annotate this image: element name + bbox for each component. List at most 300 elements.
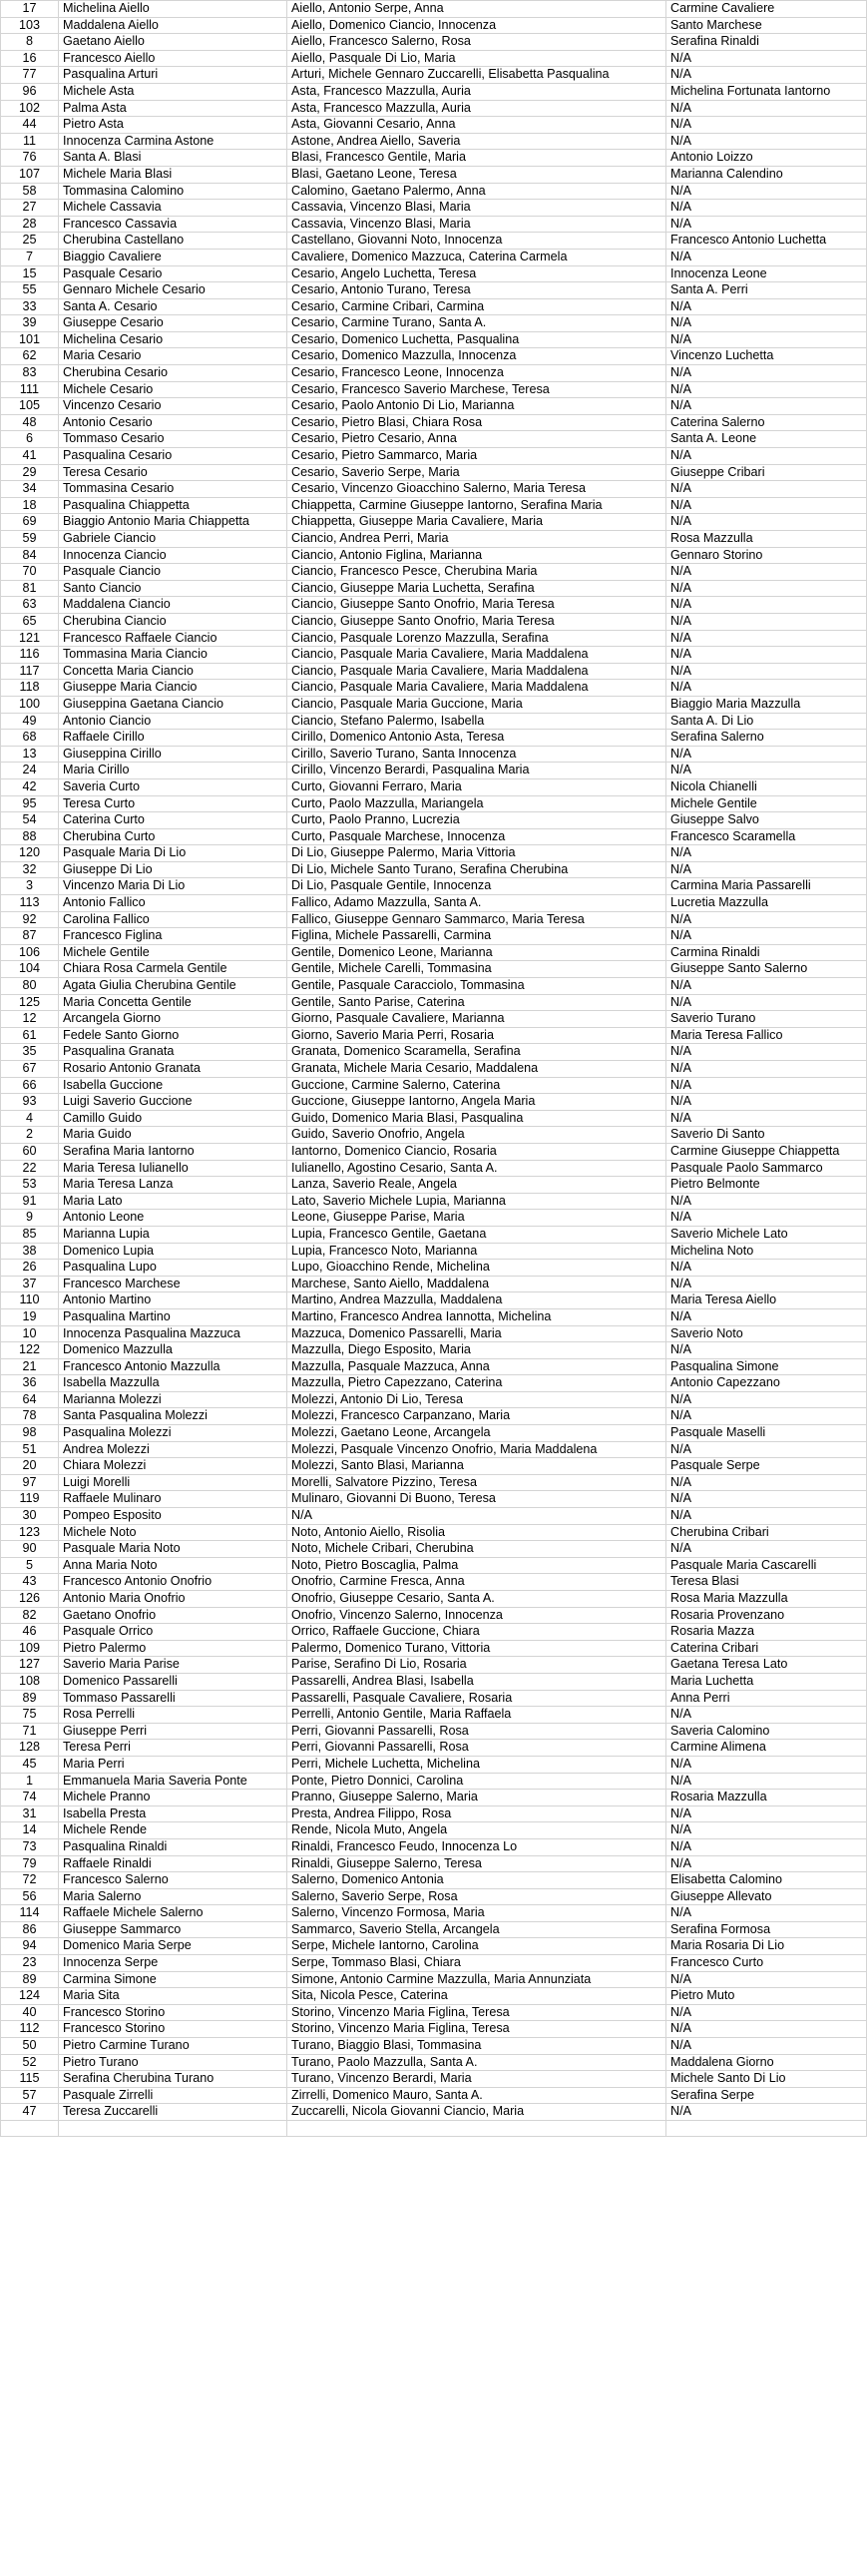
spouse-cell[interactable]: N/A: [666, 746, 867, 763]
person-name-cell[interactable]: Giuseppina Cirillo: [59, 746, 287, 763]
record-id-cell[interactable]: 48: [1, 414, 59, 431]
person-name-cell[interactable]: Arcangela Giorno: [59, 1011, 287, 1028]
spouse-cell[interactable]: Maria Teresa Fallico: [666, 1027, 867, 1044]
record-id-cell[interactable]: 57: [1, 2087, 59, 2104]
record-id-cell[interactable]: 52: [1, 2054, 59, 2071]
person-name-cell[interactable]: Biaggio Antonio Maria Chiappetta: [59, 514, 287, 531]
parents-cell[interactable]: Rende, Nicola Muto, Angela: [287, 1822, 666, 1839]
person-name-cell[interactable]: Chiara Rosa Carmela Gentile: [59, 961, 287, 978]
record-id-cell[interactable]: 54: [1, 812, 59, 829]
parents-cell[interactable]: Ciancio, Pasquale Maria Cavaliere, Maria Maddalena: [287, 663, 666, 680]
record-id-cell[interactable]: 94: [1, 1938, 59, 1955]
parents-cell[interactable]: Mazzulla, Pasquale Mazzuca, Anna: [287, 1358, 666, 1375]
parents-cell[interactable]: Simone, Antonio Carmine Mazzulla, Maria Annunziata: [287, 1971, 666, 1988]
record-id-cell[interactable]: 98: [1, 1425, 59, 1442]
person-name-cell[interactable]: Santa A. Cesario: [59, 298, 287, 315]
parents-cell[interactable]: Ciancio, Pasquale Maria Guccione, Maria: [287, 696, 666, 713]
parents-cell[interactable]: Rinaldi, Francesco Feudo, Innocenza Lo: [287, 1838, 666, 1855]
spouse-cell[interactable]: Giuseppe Salvo: [666, 812, 867, 829]
person-name-cell[interactable]: Innocenza Carmina Astone: [59, 133, 287, 150]
person-name-cell[interactable]: Francesco Figlina: [59, 928, 287, 945]
person-name-cell[interactable]: Francesco Antonio Mazzulla: [59, 1358, 287, 1375]
parents-cell[interactable]: Aiello, Pasquale Di Lio, Maria: [287, 50, 666, 67]
spouse-cell[interactable]: N/A: [666, 928, 867, 945]
person-name-cell[interactable]: Isabella Guccione: [59, 1077, 287, 1094]
person-name-cell[interactable]: Chiara Molezzi: [59, 1458, 287, 1475]
person-name-cell[interactable]: Santa Pasqualina Molezzi: [59, 1408, 287, 1425]
record-id-cell[interactable]: 15: [1, 265, 59, 282]
spouse-cell[interactable]: Santa A. Perri: [666, 282, 867, 299]
spouse-cell[interactable]: N/A: [666, 1474, 867, 1491]
parents-cell[interactable]: Molezzi, Francesco Carpanzano, Maria: [287, 1408, 666, 1425]
parents-cell[interactable]: Blasi, Francesco Gentile, Maria: [287, 150, 666, 167]
parents-cell[interactable]: Martino, Andrea Mazzulla, Maddalena: [287, 1292, 666, 1309]
record-id-cell[interactable]: 61: [1, 1027, 59, 1044]
record-id-cell[interactable]: 14: [1, 1822, 59, 1839]
person-name-cell[interactable]: Pietro Asta: [59, 117, 287, 134]
record-id-cell[interactable]: 95: [1, 795, 59, 812]
spouse-cell[interactable]: Antonio Loizzo: [666, 150, 867, 167]
spouse-cell[interactable]: N/A: [666, 365, 867, 382]
parents-cell[interactable]: Orrico, Raffaele Guccione, Chiara: [287, 1624, 666, 1641]
record-id-cell[interactable]: 11: [1, 133, 59, 150]
spouse-cell[interactable]: N/A: [666, 514, 867, 531]
parents-cell[interactable]: Giorno, Pasquale Cavaliere, Marianna: [287, 1011, 666, 1028]
person-name-cell[interactable]: Tommaso Passarelli: [59, 1690, 287, 1707]
record-id-cell[interactable]: 76: [1, 150, 59, 167]
record-id-cell[interactable]: 107: [1, 166, 59, 183]
record-id-cell[interactable]: 27: [1, 200, 59, 217]
spouse-cell[interactable]: N/A: [666, 1838, 867, 1855]
record-id-cell[interactable]: 82: [1, 1607, 59, 1624]
record-id-cell[interactable]: 50: [1, 2038, 59, 2055]
record-id-cell[interactable]: 119: [1, 1491, 59, 1508]
record-id-cell[interactable]: 56: [1, 1888, 59, 1905]
spouse-cell[interactable]: Francesco Curto: [666, 1955, 867, 1972]
spouse-cell[interactable]: Rosaria Provenzano: [666, 1607, 867, 1624]
parents-cell[interactable]: Storino, Vincenzo Maria Figlina, Teresa: [287, 2004, 666, 2021]
person-name-cell[interactable]: Santa A. Blasi: [59, 150, 287, 167]
record-id-cell[interactable]: 108: [1, 1673, 59, 1690]
parents-cell[interactable]: Ciancio, Giuseppe Santo Onofrio, Maria Teresa: [287, 613, 666, 630]
parents-cell[interactable]: Martino, Francesco Andrea Iannotta, Michelina: [287, 1308, 666, 1325]
parents-cell[interactable]: Lupo, Gioacchino Rende, Michelina: [287, 1260, 666, 1277]
record-id-cell[interactable]: 104: [1, 961, 59, 978]
person-name-cell[interactable]: Pasqualina Martino: [59, 1308, 287, 1325]
record-id-cell[interactable]: 29: [1, 464, 59, 481]
spouse-cell[interactable]: N/A: [666, 1077, 867, 1094]
spouse-cell[interactable]: Serafina Serpe: [666, 2087, 867, 2104]
parents-cell[interactable]: Aiello, Domenico Ciancio, Innocenza: [287, 17, 666, 34]
parents-cell[interactable]: Noto, Michele Cribari, Cherubina: [287, 1541, 666, 1558]
record-id-cell[interactable]: 22: [1, 1160, 59, 1177]
parents-cell[interactable]: Salerno, Domenico Antonia: [287, 1872, 666, 1889]
record-id-cell[interactable]: 72: [1, 1872, 59, 1889]
person-name-cell[interactable]: Pasquale Zirrelli: [59, 2087, 287, 2104]
parents-cell[interactable]: Aiello, Antonio Serpe, Anna: [287, 1, 666, 18]
parents-cell[interactable]: Noto, Antonio Aiello, Risolia: [287, 1524, 666, 1541]
record-id-cell[interactable]: 17: [1, 1, 59, 18]
person-name-cell[interactable]: Maria Teresa Iulianello: [59, 1160, 287, 1177]
person-name-cell[interactable]: Emmanuela Maria Saveria Ponte: [59, 1773, 287, 1790]
person-name-cell[interactable]: Francesco Raffaele Ciancio: [59, 630, 287, 647]
person-name-cell[interactable]: Maria Concetta Gentile: [59, 994, 287, 1011]
record-id-cell[interactable]: 35: [1, 1044, 59, 1061]
spouse-cell[interactable]: N/A: [666, 481, 867, 498]
record-id-cell[interactable]: 69: [1, 514, 59, 531]
spouse-cell[interactable]: Pasqualina Simone: [666, 1358, 867, 1375]
person-name-cell[interactable]: Serafina Cherubina Turano: [59, 2071, 287, 2088]
spouse-cell[interactable]: Gennaro Storino: [666, 547, 867, 564]
parents-cell[interactable]: Cassavia, Vincenzo Blasi, Maria: [287, 216, 666, 233]
spouse-cell[interactable]: N/A: [666, 381, 867, 398]
person-name-cell[interactable]: Raffaele Mulinaro: [59, 1491, 287, 1508]
record-id-cell[interactable]: 124: [1, 1988, 59, 2005]
person-name-cell[interactable]: Pasqualina Rinaldi: [59, 1838, 287, 1855]
person-name-cell[interactable]: Gaetano Aiello: [59, 34, 287, 51]
parents-cell[interactable]: Gentile, Santo Parise, Caterina: [287, 994, 666, 1011]
record-id-cell[interactable]: 106: [1, 944, 59, 961]
parents-cell[interactable]: Ciancio, Giuseppe Maria Luchetta, Serafina: [287, 580, 666, 597]
person-name-cell[interactable]: Saverio Maria Parise: [59, 1657, 287, 1674]
parents-cell[interactable]: Lanza, Saverio Reale, Angela: [287, 1177, 666, 1194]
record-id-cell[interactable]: 58: [1, 183, 59, 200]
parents-cell[interactable]: Perri, Michele Luchetta, Michelina: [287, 1756, 666, 1773]
parents-cell[interactable]: Ciancio, Antonio Figlina, Marianna: [287, 547, 666, 564]
person-name-cell[interactable]: Pietro Carmine Turano: [59, 2038, 287, 2055]
person-name-cell[interactable]: Maria Cesario: [59, 348, 287, 365]
parents-cell[interactable]: Cesario, Paolo Antonio Di Lio, Marianna: [287, 398, 666, 415]
record-id-cell[interactable]: 26: [1, 1260, 59, 1277]
record-id-cell[interactable]: 45: [1, 1756, 59, 1773]
spouse-cell[interactable]: Antonio Capezzano: [666, 1375, 867, 1392]
spouse-cell[interactable]: N/A: [666, 1110, 867, 1127]
spouse-cell[interactable]: Francesco Antonio Luchetta: [666, 233, 867, 250]
spouse-cell[interactable]: Carmine Alimena: [666, 1740, 867, 1757]
spouse-cell[interactable]: Giuseppe Santo Salerno: [666, 961, 867, 978]
person-name-cell[interactable]: Domenico Passarelli: [59, 1673, 287, 1690]
person-name-cell[interactable]: Fedele Santo Giorno: [59, 1027, 287, 1044]
parents-cell[interactable]: Cesario, Antonio Turano, Teresa: [287, 282, 666, 299]
person-name-cell[interactable]: Pasquale Cesario: [59, 265, 287, 282]
spouse-cell[interactable]: N/A: [666, 1276, 867, 1292]
person-name-cell[interactable]: Gabriele Ciancio: [59, 531, 287, 548]
parents-cell[interactable]: Lato, Saverio Michele Lupia, Marianna: [287, 1193, 666, 1210]
parents-cell[interactable]: Cirillo, Vincenzo Berardi, Pasqualina Maria: [287, 763, 666, 779]
spouse-cell[interactable]: Biaggio Maria Mazzulla: [666, 696, 867, 713]
person-name-cell[interactable]: Isabella Presta: [59, 1805, 287, 1822]
person-name-cell[interactable]: Domenico Mazzulla: [59, 1342, 287, 1359]
person-name-cell[interactable]: Pietro Turano: [59, 2054, 287, 2071]
parents-cell[interactable]: Zirrelli, Domenico Mauro, Santa A.: [287, 2087, 666, 2104]
parents-cell[interactable]: Blasi, Gaetano Leone, Teresa: [287, 166, 666, 183]
spouse-cell[interactable]: Saverio Turano: [666, 1011, 867, 1028]
record-id-cell[interactable]: 51: [1, 1441, 59, 1458]
person-name-cell[interactable]: Maria Lato: [59, 1193, 287, 1210]
person-name-cell[interactable]: Pasquale Ciancio: [59, 564, 287, 581]
spouse-cell[interactable]: N/A: [666, 663, 867, 680]
spouse-cell[interactable]: N/A: [666, 1342, 867, 1359]
spouse-cell[interactable]: Teresa Blasi: [666, 1574, 867, 1591]
parents-cell[interactable]: Fallico, Giuseppe Gennaro Sammarco, Maria Teresa: [287, 911, 666, 928]
record-id-cell[interactable]: 42: [1, 778, 59, 795]
person-name-cell[interactable]: Maria Sita: [59, 1988, 287, 2005]
person-name-cell[interactable]: Michele Gentile: [59, 944, 287, 961]
spouse-cell[interactable]: N/A: [666, 1210, 867, 1227]
person-name-cell[interactable]: Pasquale Orrico: [59, 1624, 287, 1641]
person-name-cell[interactable]: Camillo Guido: [59, 1110, 287, 1127]
record-id-cell[interactable]: 13: [1, 746, 59, 763]
parents-cell[interactable]: Cavaliere, Domenico Mazzuca, Caterina Carmela: [287, 249, 666, 265]
spouse-cell[interactable]: N/A: [666, 1541, 867, 1558]
parents-cell[interactable]: Turano, Vincenzo Berardi, Maria: [287, 2071, 666, 2088]
person-name-cell[interactable]: Vincenzo Cesario: [59, 398, 287, 415]
record-id-cell[interactable]: 89: [1, 1971, 59, 1988]
person-name-cell[interactable]: Francesco Storino: [59, 2004, 287, 2021]
spouse-cell[interactable]: Saverio Noto: [666, 1325, 867, 1342]
spouse-cell[interactable]: N/A: [666, 1061, 867, 1078]
record-id-cell[interactable]: 7: [1, 249, 59, 265]
person-name-cell[interactable]: Andrea Molezzi: [59, 1441, 287, 1458]
spouse-cell[interactable]: Serafina Salerno: [666, 730, 867, 747]
record-id-cell[interactable]: 71: [1, 1723, 59, 1740]
parents-cell[interactable]: Sita, Nicola Pesce, Caterina: [287, 1988, 666, 2005]
spouse-cell[interactable]: Carmina Maria Passarelli: [666, 878, 867, 895]
record-id-cell[interactable]: 89: [1, 1690, 59, 1707]
record-id-cell[interactable]: 63: [1, 597, 59, 614]
spouse-cell[interactable]: N/A: [666, 1805, 867, 1822]
person-name-cell[interactable]: Francesco Salerno: [59, 1872, 287, 1889]
person-name-cell[interactable]: Antonio Maria Onofrio: [59, 1591, 287, 1608]
spouse-cell[interactable]: N/A: [666, 994, 867, 1011]
parents-cell[interactable]: Storino, Vincenzo Maria Figlina, Teresa: [287, 2021, 666, 2038]
spouse-cell[interactable]: N/A: [666, 249, 867, 265]
parents-cell[interactable]: Salerno, Vincenzo Formosa, Maria: [287, 1905, 666, 1922]
spouse-cell[interactable]: N/A: [666, 117, 867, 134]
person-name-cell[interactable]: Pasqualina Chiappetta: [59, 497, 287, 514]
record-id-cell[interactable]: 73: [1, 1838, 59, 1855]
person-name-cell[interactable]: Michele Maria Blasi: [59, 166, 287, 183]
person-name-cell[interactable]: Tommasina Maria Ciancio: [59, 647, 287, 664]
parents-cell[interactable]: Castellano, Giovanni Noto, Innocenza: [287, 233, 666, 250]
spouse-cell[interactable]: Saverio Di Santo: [666, 1127, 867, 1144]
spouse-cell[interactable]: Anna Perri: [666, 1690, 867, 1707]
person-name-cell[interactable]: Agata Giulia Cherubina Gentile: [59, 978, 287, 995]
person-name-cell[interactable]: Tommasina Calomino: [59, 183, 287, 200]
parents-cell[interactable]: Molezzi, Pasquale Vincenzo Onofrio, Maria Maddalena: [287, 1441, 666, 1458]
parents-cell[interactable]: Arturi, Michele Gennaro Zuccarelli, Elisabetta Pasqualina: [287, 67, 666, 84]
parents-cell[interactable]: Cesario, Pietro Blasi, Chiara Rosa: [287, 414, 666, 431]
spouse-cell[interactable]: N/A: [666, 1971, 867, 1988]
parents-cell[interactable]: Onofrio, Giuseppe Cesario, Santa A.: [287, 1591, 666, 1608]
parents-cell[interactable]: Curto, Pasquale Marchese, Innocenza: [287, 828, 666, 845]
person-name-cell[interactable]: Luigi Saverio Guccione: [59, 1094, 287, 1111]
parents-cell[interactable]: Granata, Michele Maria Cesario, Maddalena: [287, 1061, 666, 1078]
record-id-cell[interactable]: 87: [1, 928, 59, 945]
spouse-cell[interactable]: N/A: [666, 763, 867, 779]
record-id-cell[interactable]: 125: [1, 994, 59, 1011]
spouse-cell[interactable]: Gaetana Teresa Lato: [666, 1657, 867, 1674]
spouse-cell[interactable]: Vincenzo Luchetta: [666, 348, 867, 365]
parents-cell[interactable]: Noto, Pietro Boscaglia, Palma: [287, 1557, 666, 1574]
record-id-cell[interactable]: 49: [1, 713, 59, 730]
record-id-cell[interactable]: 117: [1, 663, 59, 680]
record-id-cell[interactable]: 68: [1, 730, 59, 747]
parents-cell[interactable]: Lupia, Francesco Gentile, Gaetana: [287, 1226, 666, 1243]
spouse-cell[interactable]: Carmine Giuseppe Chiappetta: [666, 1143, 867, 1160]
parents-cell[interactable]: Gentile, Domenico Leone, Marianna: [287, 944, 666, 961]
spouse-cell[interactable]: N/A: [666, 680, 867, 697]
person-name-cell[interactable]: Francesco Storino: [59, 2021, 287, 2038]
record-id-cell[interactable]: 25: [1, 233, 59, 250]
spouse-cell[interactable]: Pasquale Serpe: [666, 1458, 867, 1475]
spouse-cell[interactable]: Pasquale Maria Cascarelli: [666, 1557, 867, 1574]
record-id-cell[interactable]: 10: [1, 1325, 59, 1342]
record-id-cell[interactable]: 39: [1, 315, 59, 332]
record-id-cell[interactable]: 66: [1, 1077, 59, 1094]
spouse-cell[interactable]: N/A: [666, 497, 867, 514]
parents-cell[interactable]: Fallico, Adamo Mazzulla, Santa A.: [287, 895, 666, 912]
record-id-cell[interactable]: 64: [1, 1391, 59, 1408]
parents-cell[interactable]: Molezzi, Antonio Di Lio, Teresa: [287, 1391, 666, 1408]
spouse-cell[interactable]: N/A: [666, 911, 867, 928]
person-name-cell[interactable]: Michele Asta: [59, 83, 287, 100]
record-id-cell[interactable]: 55: [1, 282, 59, 299]
record-id-cell[interactable]: 70: [1, 564, 59, 581]
person-name-cell[interactable]: Rosario Antonio Granata: [59, 1061, 287, 1078]
spouse-cell[interactable]: N/A: [666, 647, 867, 664]
person-name-cell[interactable]: Teresa Perri: [59, 1740, 287, 1757]
parents-cell[interactable]: Guccione, Carmine Salerno, Caterina: [287, 1077, 666, 1094]
parents-cell[interactable]: Cirillo, Domenico Antonio Asta, Teresa: [287, 730, 666, 747]
person-name-cell[interactable]: Domenico Lupia: [59, 1243, 287, 1260]
spouse-cell[interactable]: Michelina Fortunata Iantorno: [666, 83, 867, 100]
parents-cell[interactable]: Asta, Francesco Mazzulla, Auria: [287, 100, 666, 117]
spouse-cell[interactable]: N/A: [666, 298, 867, 315]
person-name-cell[interactable]: Giuseppina Gaetana Ciancio: [59, 696, 287, 713]
spouse-cell[interactable]: Elisabetta Calomino: [666, 1872, 867, 1889]
person-name-cell[interactable]: Carmina Simone: [59, 1971, 287, 1988]
spouse-cell[interactable]: N/A: [666, 1707, 867, 1724]
spouse-cell[interactable]: N/A: [666, 331, 867, 348]
parents-cell[interactable]: Turano, Paolo Mazzulla, Santa A.: [287, 2054, 666, 2071]
person-name-cell[interactable]: Francesco Aiello: [59, 50, 287, 67]
person-name-cell[interactable]: Antonio Fallico: [59, 895, 287, 912]
parents-cell[interactable]: Perrelli, Antonio Gentile, Maria Raffaela: [287, 1707, 666, 1724]
person-name-cell[interactable]: Raffaele Cirillo: [59, 730, 287, 747]
person-name-cell[interactable]: Tommaso Cesario: [59, 431, 287, 448]
parents-cell[interactable]: Ciancio, Francesco Pesce, Cherubina Maria: [287, 564, 666, 581]
record-id-cell[interactable]: 128: [1, 1740, 59, 1757]
parents-cell[interactable]: Cassavia, Vincenzo Blasi, Maria: [287, 200, 666, 217]
spouse-cell[interactable]: N/A: [666, 630, 867, 647]
spouse-cell[interactable]: N/A: [666, 564, 867, 581]
record-id-cell[interactable]: 9: [1, 1210, 59, 1227]
spouse-cell[interactable]: Michele Gentile: [666, 795, 867, 812]
person-name-cell[interactable]: Pasqualina Arturi: [59, 67, 287, 84]
person-name-cell[interactable]: Pasquale Maria Di Lio: [59, 845, 287, 862]
parents-cell[interactable]: Astone, Andrea Aiello, Saveria: [287, 133, 666, 150]
spouse-cell[interactable]: N/A: [666, 67, 867, 84]
record-id-cell[interactable]: 8: [1, 34, 59, 51]
record-id-cell[interactable]: 44: [1, 117, 59, 134]
record-id-cell[interactable]: 100: [1, 696, 59, 713]
record-id-cell[interactable]: 47: [1, 2104, 59, 2121]
person-name-cell[interactable]: [59, 2121, 287, 2137]
parents-cell[interactable]: Presta, Andrea Filippo, Rosa: [287, 1805, 666, 1822]
record-id-cell[interactable]: 116: [1, 647, 59, 664]
record-id-cell[interactable]: 91: [1, 1193, 59, 1210]
record-id-cell[interactable]: 86: [1, 1921, 59, 1938]
spouse-cell[interactable]: N/A: [666, 2004, 867, 2021]
record-id-cell[interactable]: 31: [1, 1805, 59, 1822]
spouse-cell[interactable]: N/A: [666, 216, 867, 233]
spouse-cell[interactable]: Santa A. Leone: [666, 431, 867, 448]
record-id-cell[interactable]: 90: [1, 1541, 59, 1558]
record-id-cell[interactable]: 121: [1, 630, 59, 647]
person-name-cell[interactable]: Pasquale Maria Noto: [59, 1541, 287, 1558]
parents-cell[interactable]: Ciancio, Giuseppe Santo Onofrio, Maria Teresa: [287, 597, 666, 614]
person-name-cell[interactable]: Saveria Curto: [59, 778, 287, 795]
parents-cell[interactable]: Molezzi, Santo Blasi, Marianna: [287, 1458, 666, 1475]
record-id-cell[interactable]: 18: [1, 497, 59, 514]
parents-cell[interactable]: Ciancio, Stefano Palermo, Isabella: [287, 713, 666, 730]
parents-cell[interactable]: Cesario, Francesco Saverio Marchese, Teresa: [287, 381, 666, 398]
parents-cell[interactable]: Curto, Paolo Mazzulla, Mariangela: [287, 795, 666, 812]
record-id-cell[interactable]: 43: [1, 1574, 59, 1591]
spouse-cell[interactable]: N/A: [666, 978, 867, 995]
record-id-cell[interactable]: 114: [1, 1905, 59, 1922]
parents-cell[interactable]: Molezzi, Gaetano Leone, Arcangela: [287, 1425, 666, 1442]
parents-cell[interactable]: Aiello, Francesco Salerno, Rosa: [287, 34, 666, 51]
person-name-cell[interactable]: Domenico Maria Serpe: [59, 1938, 287, 1955]
spouse-cell[interactable]: Saverio Michele Lato: [666, 1226, 867, 1243]
spouse-cell[interactable]: N/A: [666, 1441, 867, 1458]
record-id-cell[interactable]: 127: [1, 1657, 59, 1674]
record-id-cell[interactable]: 41: [1, 448, 59, 465]
record-id-cell[interactable]: 12: [1, 1011, 59, 1028]
parents-cell[interactable]: Onofrio, Carmine Fresca, Anna: [287, 1574, 666, 1591]
parents-cell[interactable]: Cesario, Angelo Luchetta, Teresa: [287, 265, 666, 282]
person-name-cell[interactable]: Michelina Aiello: [59, 1, 287, 18]
record-id-cell[interactable]: 24: [1, 763, 59, 779]
person-name-cell[interactable]: Giuseppe Maria Ciancio: [59, 680, 287, 697]
parents-cell[interactable]: Perri, Giovanni Passarelli, Rosa: [287, 1740, 666, 1757]
parents-cell[interactable]: Pranno, Giuseppe Salerno, Maria: [287, 1790, 666, 1806]
parents-cell[interactable]: [287, 2121, 666, 2137]
person-name-cell[interactable]: Santo Ciancio: [59, 580, 287, 597]
spouse-cell[interactable]: N/A: [666, 398, 867, 415]
record-id-cell[interactable]: 88: [1, 828, 59, 845]
person-name-cell[interactable]: Pasqualina Granata: [59, 1044, 287, 1061]
parents-cell[interactable]: Di Lio, Pasquale Gentile, Innocenza: [287, 878, 666, 895]
spouse-cell[interactable]: Rosa Mazzulla: [666, 531, 867, 548]
spouse-cell[interactable]: Marianna Calendino: [666, 166, 867, 183]
parents-cell[interactable]: Lupia, Francesco Noto, Marianna: [287, 1243, 666, 1260]
person-name-cell[interactable]: Innocenza Serpe: [59, 1955, 287, 1972]
parents-cell[interactable]: Gentile, Pasquale Caracciolo, Tommasina: [287, 978, 666, 995]
spouse-cell[interactable]: N/A: [666, 1044, 867, 1061]
record-id-cell[interactable]: 123: [1, 1524, 59, 1541]
record-id-cell[interactable]: [1, 2121, 59, 2137]
person-name-cell[interactable]: Antonio Martino: [59, 1292, 287, 1309]
parents-cell[interactable]: Chiappetta, Carmine Giuseppe Iantorno, Serafina Maria: [287, 497, 666, 514]
spouse-cell[interactable]: Nicola Chianelli: [666, 778, 867, 795]
person-name-cell[interactable]: Concetta Maria Ciancio: [59, 663, 287, 680]
spouse-cell[interactable]: N/A: [666, 448, 867, 465]
parents-cell[interactable]: Granata, Domenico Scaramella, Serafina: [287, 1044, 666, 1061]
spouse-cell[interactable]: Maddalena Giorno: [666, 2054, 867, 2071]
